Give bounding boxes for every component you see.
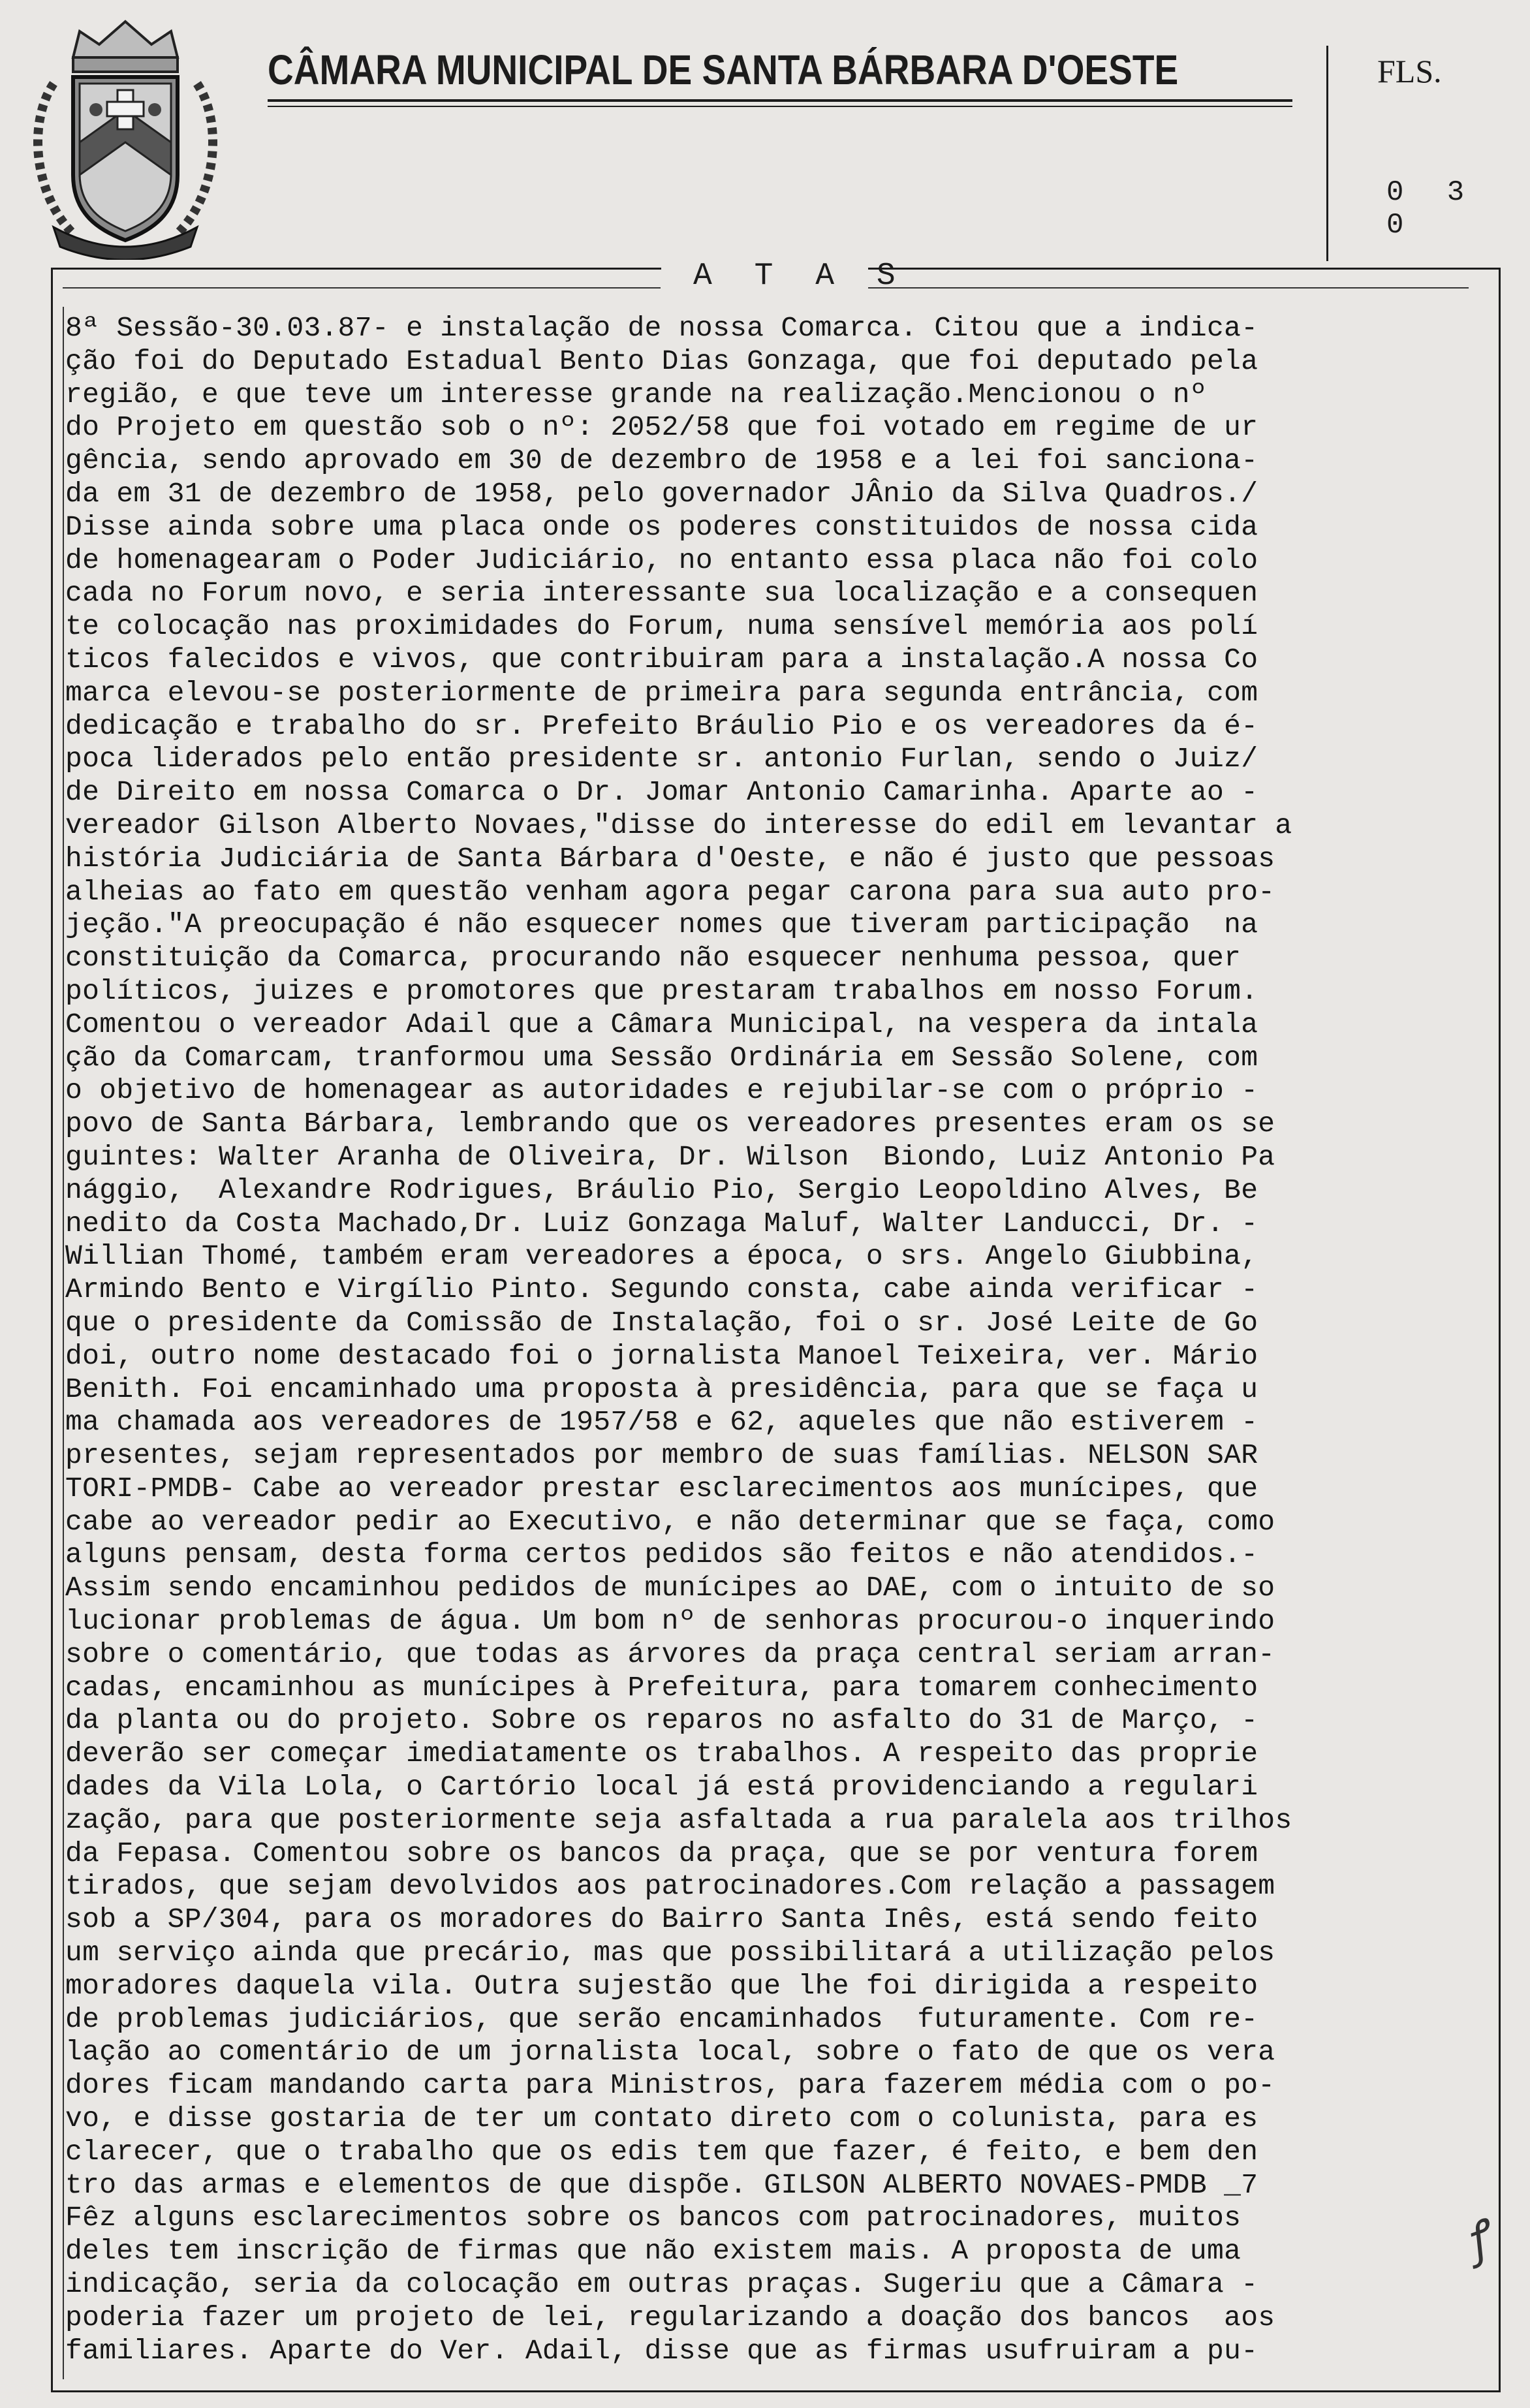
text-line: da Fepasa. Comentou sobre os bancos da praça, que se por ventura forem (65, 1837, 1258, 1869)
text-line: 8ª Sessão-30.03.87- e instalação de nossa Comarca. Citou que a indica- (65, 312, 1258, 344)
text-line: Fêz alguns esclarecimentos sobre os bancos com patrocinadores, muitos (65, 2202, 1241, 2234)
coat-of-arms-emblem (27, 12, 223, 260)
text-line: deles tem inscrição de firmas que não existem mais. A proposta de uma (65, 2235, 1241, 2268)
text-line: do Projeto em questão sob o nº: 2052/58 que foi votado em regime de ur (65, 411, 1258, 444)
minutes-body-text (65, 312, 1469, 2368)
text-line: clarecer, que o trabalho que os edis tem que fazer, é feito, e bem den (65, 2135, 1258, 2168)
text-line: lucionar problemas de água. Um bom nº de senhoras procurou-o inquerindo (65, 1605, 1275, 1638)
text-line: indicação, seria da colocação em outras praças. Sugeriu que a Câmara - (65, 2268, 1258, 2301)
text-line: gência, sendo aprovado em 30 de dezembro de 1958 e a lei foi sanciona- (65, 445, 1258, 477)
frame-inner-top-left (63, 287, 661, 289)
text-line: doi, outro nome destacado foi o jornalista Manoel Teixeira, ver. Mário (65, 1339, 1258, 1372)
text-line: ção foi do Deputado Estadual Bento Dias Gonzaga, que foi deputado pela (65, 345, 1258, 377)
text-line: ma chamada aos vereadores de 1957/58 e 62, aqueles que não estiverem - (65, 1406, 1258, 1439)
text-line: Armindo Bento e Virgílio Pinto. Segundo consta, cabe ainda verificar - (65, 1274, 1258, 1306)
text-line: poca liderados pelo então presidente sr. antonio Furlan, sendo o Juiz/ (65, 743, 1258, 775)
text-line: Comentou o vereador Adail que a Câmara Municipal, na vespera da intala (65, 1008, 1258, 1040)
header-divider (1326, 46, 1328, 261)
text-line: tro das armas e elementos de que dispõe. GILSON ALBERTO NOVAES-PMDB _7 (65, 2168, 1258, 2201)
text-line: história Judiciária de Santa Bárbara d'Oeste, e não é justo que pessoas (65, 842, 1275, 875)
text-line: deverão ser começar imediatamente os trabalhos. A respeito das proprie (65, 1738, 1258, 1770)
text-line: vereador Gilson Alberto Novaes,"disse do interesse do edil em levantar a (65, 809, 1292, 841)
text-line: dedicação e trabalho do sr. Prefeito Bráulio Pio e os vereadores da é- (65, 710, 1258, 742)
text-line: da planta ou do projeto. Sobre os reparos no asfalto do 31 de Março, - (65, 1704, 1258, 1737)
text-line: lação ao comentário de um jornalista local, sobre o fato de que os vera (65, 2036, 1275, 2069)
frame-right (1499, 268, 1501, 2392)
text-line: de homenagearam o Poder Judiciário, no entanto essa placa não foi colo (65, 544, 1258, 576)
frame-bottom (51, 2390, 1501, 2392)
text-line: nággio, Alexandre Rodrigues, Bráulio Pio, Sergio Leopoldino Alves, Be (65, 1174, 1258, 1206)
title-underline (268, 99, 1292, 102)
frame-top-left (51, 268, 661, 270)
text-line: cada no Forum novo, e seria interessante sua localização e a consequen (65, 577, 1258, 610)
text-line: ticos falecidos e vivos, que contribuiram para a instalação.A nossa Co (65, 643, 1258, 676)
text-line: que o presidente da Comissão de Instalação, foi o sr. José Leite de Go (65, 1306, 1258, 1339)
text-line: zação, para que posteriormente seja asfaltada a rua paralela aos trilhos (65, 1804, 1292, 1836)
text-line: guintes: Walter Aranha de Oliveira, Dr. Wilson Biondo, Luiz Antonio Pa (65, 1140, 1275, 1173)
text-line: alguns pensam, desta forma certos pedidos são feitos e não atendidos.- (65, 1539, 1258, 1571)
text-line: tirados, que sejam devolvidos aos patrocinadores.Com relação a passagem (65, 1870, 1275, 1903)
section-title: A T A S (693, 258, 907, 294)
frame-top-right (868, 268, 1500, 270)
text-line: nedito da Costa Machado,Dr. Luiz Gonzaga Maluf, Walter Landucci, Dr. - (65, 1207, 1258, 1240)
page-number: 0 3 0 (1386, 176, 1478, 242)
frame-inner-top-right (868, 287, 1469, 289)
text-line: cabe ao vereador pedir ao Executivo, e não determinar que se faça, como (65, 1505, 1275, 1538)
text-line: povo de Santa Bárbara, lembrando que os vereadores presentes eram os se (65, 1108, 1275, 1140)
text-line: familiares. Aparte do Ver. Adail, disse que as firmas usufruiram a pu- (65, 2334, 1258, 2367)
text-line: moradores daquela vila. Outra sujestão que lhe foi dirigida a respeito (65, 1969, 1258, 2002)
handwritten-margin-mark: ꝭ (1459, 2213, 1497, 2268)
text-line: dores ficam mandando carta para Ministros, para fazerem média com o po- (65, 2069, 1275, 2102)
text-line: vo, e disse gostaria de ter um contato direto com o colunista, para es (65, 2103, 1258, 2135)
text-line: de problemas judiciários, que serão encaminhados futuramente. Com re- (65, 2003, 1258, 2035)
text-line: TORI-PMDB- Cabe ao vereador prestar esclarecimentos aos munícipes, que (65, 1472, 1258, 1505)
text-line: ção da Comarcam, tranformou uma Sessão Ordinária em Sessão Solene, com (65, 1041, 1258, 1074)
title-underline-thin (268, 106, 1292, 107)
text-line: sobre o comentário, que todas as árvores da praça central seriam arran- (65, 1638, 1275, 1670)
text-line: o objetivo de homenagear as autoridades e rejubilar-se com o próprio - (65, 1074, 1258, 1107)
text-line: Benith. Foi encaminhado uma proposta à presidência, para que se faça u (65, 1373, 1258, 1405)
chamber-title: CÂMARA MUNICIPAL DE SANTA BÁRBARA D'OESTE (268, 46, 1179, 93)
text-line: constituição da Comarca, procurando não esquecer nenhuma pessoa, quer (65, 942, 1241, 975)
fls-label: FLS. (1377, 53, 1442, 89)
text-line: cadas, encaminhou as munícipes à Prefeitura, para tomarem conhecimento (65, 1671, 1258, 1704)
text-line: te colocação nas proximidades do Forum, numa sensível memória aos polí (65, 610, 1258, 643)
text-line: de Direito em nossa Comarca o Dr. Jomar Antonio Camarinha. Aparte ao - (65, 776, 1258, 809)
text-line: alheias ao fato em questão venham agora pegar carona para sua auto pro- (65, 875, 1275, 908)
text-line: um serviço ainda que precário, mas que possibilitará a utilização pelos (65, 1937, 1275, 1969)
text-line: Willian Thomé, também eram vereadores a época, o srs. Angelo Giubbina, (65, 1240, 1258, 1273)
text-line: da em 31 de dezembro de 1958, pelo governador JÂnio da Silva Quadros./ (65, 477, 1258, 510)
text-line: região, e que teve um interesse grande na realização.Mencionou o nº (65, 378, 1207, 411)
text-line: presentes, sejam representados por membro de suas famílias. NELSON SAR (65, 1439, 1258, 1472)
frame-left (51, 268, 53, 2392)
text-line: jeção."A preocupação é não esquecer nomes que tiveram participação na (65, 909, 1258, 941)
text-line: dades da Vila Lola, o Cartório local já está providenciando a regulari (65, 1771, 1258, 1804)
text-line: poderia fazer um projeto de lei, regularizando a doação dos bancos aos (65, 2301, 1275, 2334)
text-line: Disse ainda sobre uma placa onde os poderes constituidos de nossa cida (65, 510, 1258, 543)
text-line: políticos, juizes e promotores que prestaram trabalhos em nosso Forum. (65, 975, 1258, 1007)
frame-inner-left (63, 307, 64, 2379)
text-line: marca elevou-se posteriormente de primeira para segunda entrância, com (65, 676, 1258, 709)
text-line: Assim sendo encaminhou pedidos de munícipes ao DAE, com o intuito de so (65, 1572, 1275, 1604)
text-line: sob a SP/304, para os moradores do Bairro Santa Inês, está sendo feito (65, 1903, 1258, 1936)
